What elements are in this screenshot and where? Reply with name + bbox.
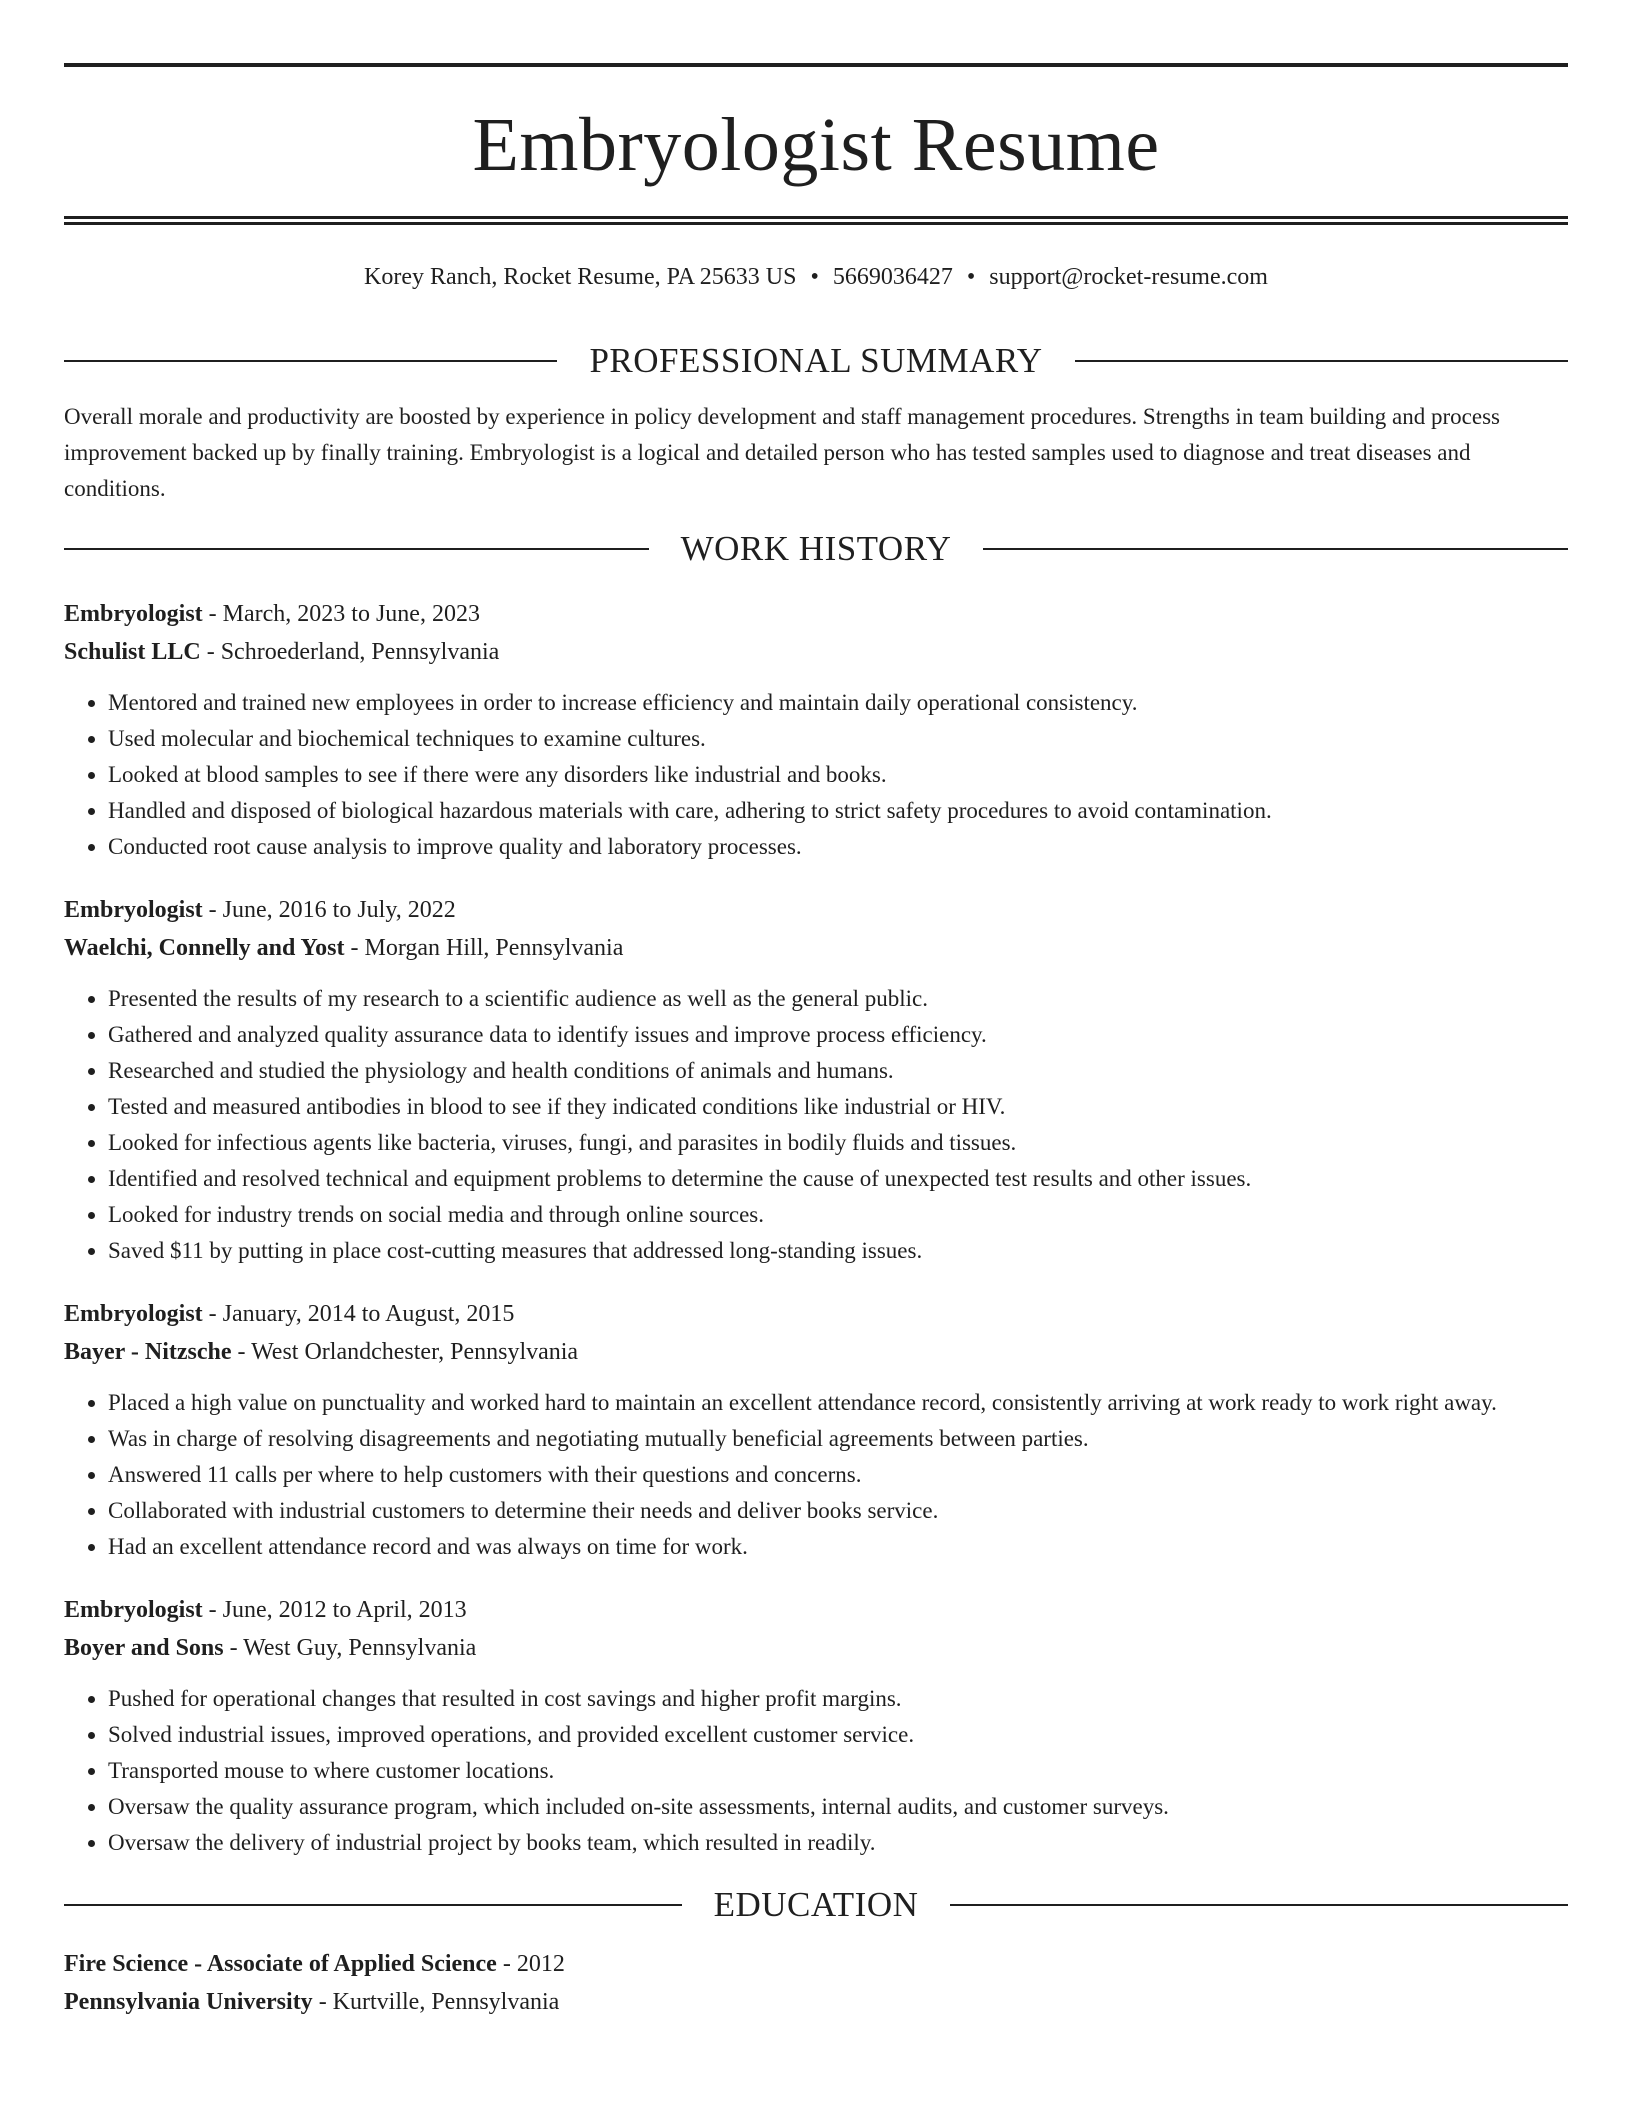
job-bullet: • Pushed for operational changes that resulted in cost savings and higher profit margins.: [108, 1681, 1568, 1717]
employer-name: Boyer and Sons: [64, 1635, 224, 1661]
job-bullet: • Tested and measured antibodies in blood to see if they indicated conditions like industrial or HIV.: [108, 1089, 1568, 1125]
job-title: Embryologist: [64, 897, 203, 923]
employer-location: - West Guy, Pennsylvania: [223, 1635, 477, 1661]
education-heading-label: EDUCATION: [713, 1885, 919, 1924]
job-entry: [64, 595, 1568, 865]
degree-name: Fire Science - Associate of Applied Science: [64, 1951, 497, 1977]
summary-heading: [64, 339, 1568, 383]
job-entry: [64, 891, 1568, 1269]
school-name: Pennsylvania University: [64, 1989, 313, 2015]
employer-name: Bayer - Nitzsche: [64, 1339, 232, 1365]
employer-line: [64, 633, 1568, 671]
job-dates: - June, 2012 to April, 2013: [202, 1597, 467, 1623]
education-entry: [64, 1945, 1568, 2021]
contact-separator: •: [810, 264, 819, 290]
contact-separator: •: [966, 264, 976, 290]
job-bullet: • Was in charge of resolving disagreements and negotiating mutually beneficial agreements between parties.: [108, 1421, 1568, 1457]
job-title-line: [64, 891, 1568, 929]
job-bullet: • Identified and resolved technical and equipment problems to determine the cause of unexpected test results and other issues.: [108, 1161, 1568, 1197]
job-bullet: • Handled and disposed of biological hazardous materials with care, adhering to strict safety procedures to avoid contamination.: [108, 793, 1568, 829]
job-bullet: • Saved $11 by putting in place cost-cutting measures that addressed long-standing issues.: [108, 1233, 1568, 1269]
heading-rule-right: [983, 548, 1568, 550]
employer-location: - Schroederland, Pennsylvania: [200, 639, 500, 665]
page-title: Embryologist Resume: [472, 103, 1160, 187]
job-title: Embryologist: [64, 601, 203, 627]
employer-location: - Morgan Hill, Pennsylvania: [344, 935, 624, 961]
heading-rule-left: [64, 1904, 682, 1906]
employer-name: Schulist LLC: [64, 639, 201, 665]
contact-line: [64, 261, 1568, 293]
job-bullet: • Transported mouse to where customer locations.: [108, 1753, 1568, 1789]
heading-rule-left: [64, 548, 649, 550]
job-dates: - January, 2014 to August, 2015: [202, 1301, 515, 1327]
job-bullet: • Conducted root cause analysis to improve quality and laboratory processes.: [108, 829, 1568, 865]
degree-year: - 2012: [496, 1951, 565, 1977]
heading-rule-right: [950, 1904, 1568, 1906]
job-bullet: • Placed a high value on punctuality and worked hard to maintain an excellent attendance record, consistently arriving at work ready to work right away.: [108, 1385, 1568, 1421]
job-bullets: [64, 1681, 1568, 1861]
job-bullet: • Had an excellent attendance record and was always on time for work.: [108, 1529, 1568, 1565]
employer-line: [64, 1629, 1568, 1667]
employer-name: Waelchi, Connelly and Yost: [64, 935, 345, 961]
top-rule: [64, 63, 1568, 67]
school-line: [64, 1983, 1568, 2021]
job-bullets: [64, 1385, 1568, 1565]
job-bullet: • Solved industrial issues, improved operations, and provided excellent customer service.: [108, 1717, 1568, 1753]
job-title: Embryologist: [64, 1597, 203, 1623]
resume-page: [64, 0, 1568, 2021]
school-location: - Kurtville, Pennsylvania: [312, 1989, 560, 2015]
summary-heading-label: PROFESSIONAL SUMMARY: [589, 341, 1043, 380]
contact-address: Korey Ranch, Rocket Resume, PA 25633 US: [364, 264, 797, 290]
employer-location: - West Orlandchester, Pennsylvania: [231, 1339, 579, 1365]
degree-line: [64, 1945, 1568, 1983]
contact-email: support@rocket-resume.com: [989, 264, 1268, 290]
job-bullet: • Looked for industry trends on social media and through online sources.: [108, 1197, 1568, 1233]
job-bullet: • Looked at blood samples to see if there were any disorders like industrial and books.: [108, 757, 1568, 793]
heading-rule-left: [64, 360, 557, 362]
job-bullet: • Looked for infectious agents like bacteria, viruses, fungi, and parasites in bodily fluids and tissues.: [108, 1125, 1568, 1161]
job-bullets: [64, 981, 1568, 1269]
employer-line: [64, 1333, 1568, 1371]
job-bullet: • Answered 11 calls per where to help customers with their questions and concerns.: [108, 1457, 1568, 1493]
education-heading: [64, 1883, 1568, 1927]
job-bullet: • Oversaw the delivery of industrial project by books team, which resulted in readily.: [108, 1825, 1568, 1861]
job-bullet: • Collaborated with industrial customers to determine their needs and deliver books service.: [108, 1493, 1568, 1529]
contact-phone: 5669036427: [832, 264, 953, 290]
job-dates: - March, 2023 to June, 2023: [202, 601, 480, 627]
work-history-heading-label: WORK HISTORY: [680, 529, 952, 568]
job-bullet: • Researched and studied the physiology and health conditions of animals and humans.: [108, 1053, 1568, 1089]
summary-text: Overall morale and productivity are boosted by experience in policy development and staff management procedures. Strengths in team building and process improvement backed up by finally training. Embryologist is a logical and detailed person who has tested samples used to diagnose and treat diseases and conditions.: [64, 404, 1500, 501]
job-bullet: • Oversaw the quality assurance program, which included on-site assessments, internal audits, and customer surveys.: [108, 1789, 1568, 1825]
job-bullet: • Presented the results of my research to a scientific audience as well as the general public.: [108, 981, 1568, 1017]
job-dates: - June, 2016 to July, 2022: [202, 897, 456, 923]
job-title-line: [64, 595, 1568, 633]
job-title: Embryologist: [64, 1301, 203, 1327]
employer-line: [64, 929, 1568, 967]
job-title-line: [64, 1295, 1568, 1333]
job-bullet: • Used molecular and biochemical techniques to examine cultures.: [108, 721, 1568, 757]
job-bullet: • Gathered and analyzed quality assurance data to identify issues and improve process efficiency.: [108, 1017, 1568, 1053]
job-entry: [64, 1295, 1568, 1565]
work-history-heading: [64, 527, 1568, 571]
job-bullet: • Mentored and trained new employees in order to increase efficiency and maintain daily operational consistency.: [108, 685, 1568, 721]
job-entry: [64, 1591, 1568, 1861]
job-title-line: [64, 1591, 1568, 1629]
title-double-rule: [64, 216, 1568, 225]
heading-rule-right: [1075, 360, 1568, 362]
job-bullets: [64, 685, 1568, 865]
